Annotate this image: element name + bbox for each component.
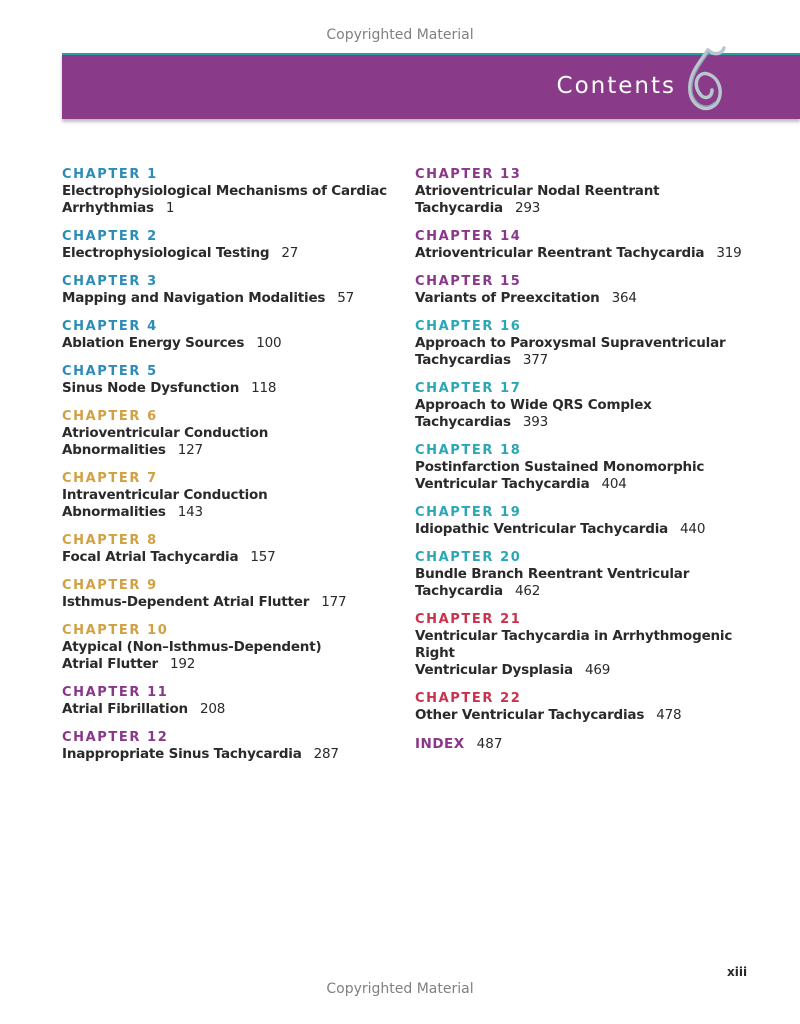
chapter-title-line: Electrophysiological Mechanisms of Cardiac (62, 183, 387, 199)
chapter-title-line: Ventricular Tachycardia in Arrhythmogenic Right (415, 628, 733, 661)
chapter-title-line: Atrioventricular Nodal Reentrant (415, 183, 660, 199)
chapter-label: CHAPTER 20 (415, 550, 522, 565)
chapter-page-number: 208 (199, 701, 226, 717)
chapter-page-number: 377 (522, 352, 548, 368)
chapter-title (415, 290, 755, 307)
copyright-watermark-top: Copyrighted Material (326, 27, 474, 43)
chapter-title (62, 701, 397, 718)
toc-entry[interactable] (62, 578, 397, 611)
chapter-page-number: 393 (522, 414, 548, 430)
chapter-label: CHAPTER 7 (62, 471, 158, 486)
chapter-title (415, 335, 755, 369)
chapter-page-number: 404 (601, 476, 627, 492)
chapter-title (415, 521, 755, 538)
toc-entry[interactable] (415, 505, 755, 538)
toc-entry[interactable] (62, 409, 397, 459)
chapter-label: CHAPTER 15 (415, 274, 522, 289)
chapter-title (62, 335, 397, 352)
chapter-title-line: Ventricular Tachycardia (415, 476, 590, 492)
chapter-title-line: Idiopathic Ventricular Tachycardia (415, 521, 669, 537)
toc-entry[interactable] (415, 229, 755, 262)
index-label: INDEX (415, 736, 465, 752)
toc-entry[interactable] (62, 533, 397, 566)
toc-entry[interactable] (415, 550, 755, 600)
chapter-title-line: Approach to Wide QRS Complex (415, 397, 652, 413)
toc-entry[interactable] (415, 167, 755, 217)
toc-entry[interactable] (62, 319, 397, 352)
chapter-page-number: 100 (256, 335, 282, 351)
chapter-title (62, 290, 397, 307)
chapter-title (415, 183, 755, 217)
toc-entry[interactable] (415, 319, 755, 369)
chapter-title-line: Atrial Flutter (62, 656, 159, 672)
chapter-title-line: Ablation Energy Sources (62, 335, 245, 351)
index-entry[interactable] (415, 736, 755, 753)
chapter-title-line: Atrial Fibrillation (62, 701, 188, 717)
chapter-title-line: Sinus Node Dysfunction (62, 380, 240, 396)
chapter-label: CHAPTER 14 (415, 229, 522, 244)
chapter-page-number: 293 (514, 200, 541, 216)
chapter-title (62, 487, 397, 521)
chapter-title-line: Tachycardias (415, 414, 511, 430)
toc-entry[interactable] (62, 730, 397, 763)
toc-entry[interactable] (415, 443, 755, 493)
chapter-title (415, 707, 755, 724)
chapter-page-number: 143 (177, 504, 203, 520)
toc-entry[interactable] (415, 612, 755, 679)
chapter-label: CHAPTER 3 (62, 274, 158, 289)
toc-entry[interactable] (62, 229, 397, 262)
chapter-page-number: 462 (514, 583, 541, 599)
chapter-title-line: Isthmus-Dependent Atrial Flutter (62, 594, 310, 610)
chapter-title-line: Bundle Branch Reentrant Ventricular (415, 566, 690, 582)
chapter-title-line: Intraventricular Conduction Abnormalities (62, 487, 268, 520)
chapter-page-number: 118 (251, 380, 277, 396)
chapter-label: CHAPTER 9 (62, 578, 158, 593)
toc-entry[interactable] (415, 691, 755, 724)
chapter-label: CHAPTER 4 (62, 319, 158, 334)
chapter-title-line: Variants of Preexcitation (415, 290, 600, 306)
chapter-title-line: Mapping and Navigation Modalities (62, 290, 326, 306)
chapter-label: CHAPTER 22 (415, 691, 522, 706)
chapter-title (62, 380, 397, 397)
chapter-title (415, 628, 755, 679)
chapter-title-line: Other Ventricular Tachycardias (415, 707, 645, 723)
toc-entry[interactable] (415, 381, 755, 431)
chapter-label: CHAPTER 5 (62, 364, 158, 379)
chapter-title (62, 594, 397, 611)
chapter-title-line: Atypical (Non–Isthmus-Dependent) (62, 639, 322, 655)
page-title: Contents (556, 73, 676, 99)
chapter-title-line: Tachycardia (415, 583, 503, 599)
chapter-label: CHAPTER 8 (62, 533, 158, 548)
toc-entry[interactable] (415, 274, 755, 307)
chapter-page-number: 127 (177, 442, 203, 458)
chapter-label: CHAPTER 13 (415, 167, 522, 182)
chapter-label: CHAPTER 2 (62, 229, 158, 244)
chapter-page-number: 192 (170, 656, 196, 672)
toc-column-right (415, 167, 755, 753)
toc-entry[interactable] (62, 364, 397, 397)
chapter-label: CHAPTER 18 (415, 443, 522, 458)
chapter-label: CHAPTER 19 (415, 505, 522, 520)
chapter-label: CHAPTER 21 (415, 612, 522, 627)
heart-ribbon-emblem-icon (678, 44, 730, 118)
toc-entry[interactable] (62, 167, 397, 217)
chapter-page-number: 287 (313, 746, 339, 762)
chapter-page-number: 27 (281, 245, 299, 261)
toc-entry[interactable] (62, 685, 397, 718)
chapter-title (62, 549, 397, 566)
chapter-page-number: 478 (656, 707, 682, 723)
chapter-title-line: Electrophysiological Testing (62, 245, 270, 261)
toc-entry[interactable] (62, 274, 397, 307)
chapter-label: CHAPTER 6 (62, 409, 158, 424)
chapter-title-line: Atrioventricular Reentrant Tachycardia (415, 245, 705, 261)
chapter-page-number: 157 (250, 549, 276, 565)
page-folio: xiii (727, 965, 748, 979)
chapter-label: CHAPTER 16 (415, 319, 522, 334)
toc-column-left (62, 167, 397, 775)
chapter-label: CHAPTER 11 (62, 685, 169, 700)
chapter-title-line: Approach to Paroxysmal Supraventricular (415, 335, 726, 351)
chapter-title-line: Postinfarction Sustained Monomorphic (415, 459, 705, 475)
toc-entry[interactable] (62, 471, 397, 521)
chapter-label: CHAPTER 17 (415, 381, 522, 396)
chapter-page-number: 57 (337, 290, 355, 306)
chapter-title (62, 183, 397, 217)
chapter-title (415, 566, 755, 600)
chapter-title-line: Tachycardias (415, 352, 511, 368)
chapter-page-number: 469 (584, 662, 611, 678)
chapter-title (62, 639, 397, 673)
chapter-title (415, 397, 755, 431)
chapter-page-number: 177 (321, 594, 347, 610)
chapter-label: CHAPTER 10 (62, 623, 169, 638)
chapter-title (62, 425, 397, 459)
index-page: 487 (476, 736, 503, 752)
chapter-title (62, 746, 397, 763)
chapter-page-number: 319 (716, 245, 742, 261)
chapter-title-line: Atrioventricular Conduction Abnormalities (62, 425, 269, 458)
chapter-title (415, 245, 755, 262)
chapter-page-number: 364 (611, 290, 637, 306)
chapter-title (415, 459, 755, 493)
chapter-label: CHAPTER 1 (62, 167, 158, 182)
chapter-page-number: 440 (680, 521, 706, 537)
chapter-label: CHAPTER 12 (62, 730, 169, 745)
chapter-title-line: Focal Atrial Tachycardia (62, 549, 239, 565)
chapter-title (62, 245, 397, 262)
chapter-title-line: Inappropriate Sinus Tachycardia (62, 746, 302, 762)
chapter-title-line: Ventricular Dysplasia (415, 662, 573, 678)
toc-entry[interactable] (62, 623, 397, 673)
copyright-watermark-bottom: Copyrighted Material (326, 981, 474, 997)
chapter-page-number: 1 (165, 200, 175, 216)
chapter-title-line: Tachycardia (415, 200, 503, 216)
chapter-title-line: Arrhythmias (62, 200, 154, 216)
